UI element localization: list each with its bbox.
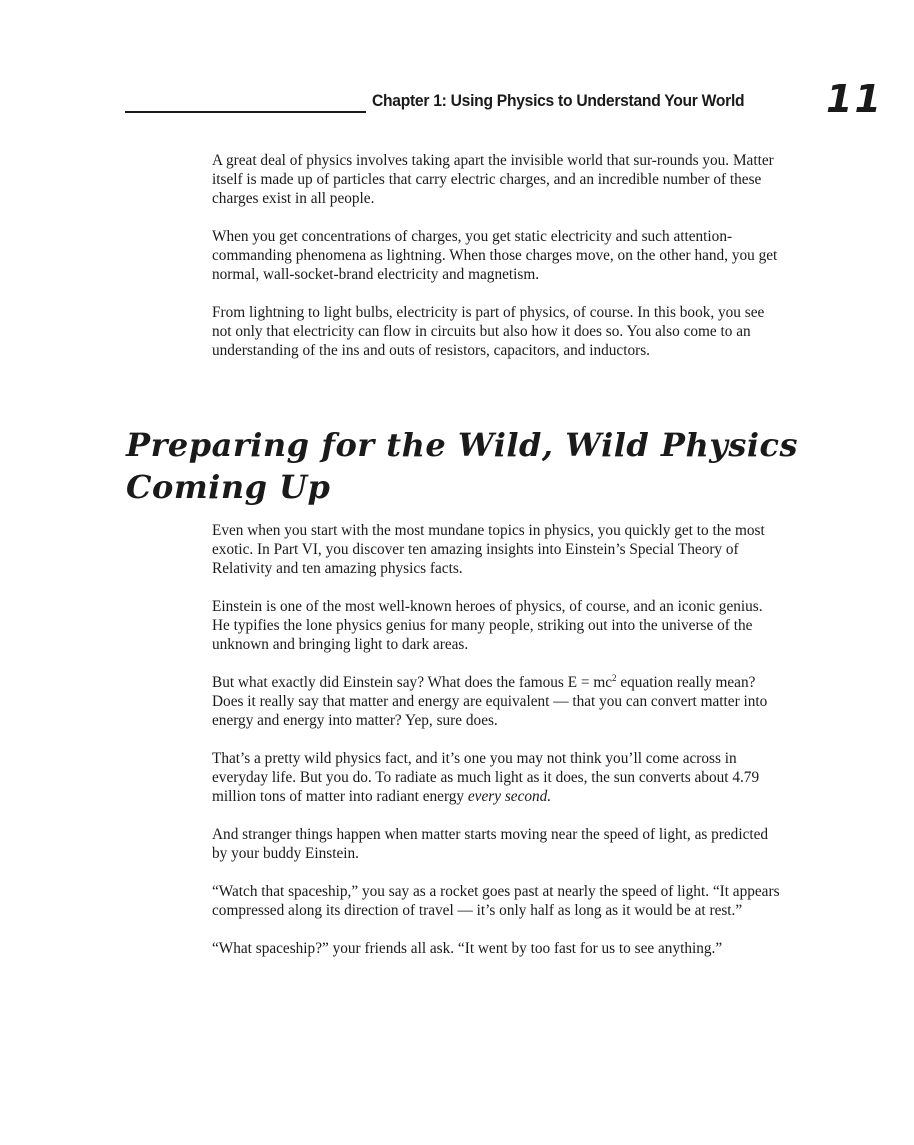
paragraph: “Watch that spaceship,” you say as a rocket goes past at nearly the speed of light. “It appears compressed along its direction of travel — it’s only half as long as it would be at rest.” — [212, 883, 780, 919]
paragraph: And stranger things happen when matter starts moving near the speed of light, as predicted by your buddy Einstein. — [212, 826, 769, 862]
intro-text-block — [212, 151, 782, 360]
paragraph: From lightning to light bulbs, electricity is part of physics, of course. In this book, you see not only that electricity can flow in circuits but also how it does so. You also come to an understanding of the ins and outs of resistors, capacitors, and inductors. — [212, 304, 765, 359]
header-rule — [125, 111, 366, 113]
text-run: equation really mean? Does it really say that matter and energy are equivalent — that you can convert matter into energy and energy into matter? Yep, sure does. — [212, 674, 768, 729]
superscript: 2 — [612, 673, 617, 683]
section-heading: Preparing for the Wild, Wild Physics Coming Up — [126, 426, 798, 506]
emphasis-text: every second. — [467, 788, 552, 805]
paragraph: Even when you start with the most mundane topics in physics, you quickly get to the most exotic. In Part VI, you discover ten amazing insights into Einstein’s Special Theory of Relativity and ten amazing physics facts. — [212, 522, 765, 577]
running-header-title: Chapter 1: Using Physics to Understand Your World — [372, 91, 745, 110]
paragraph — [212, 749, 782, 806]
paragraph: “What spaceship?” your friends all ask. “It went by too fast for us to see anything.” — [212, 940, 723, 957]
paragraph: Einstein is one of the most well-known heroes of physics, of course, and an iconic genius. He typifies the lone physics genius for many people, striking out into the universe of the unknown and bringing light to dark areas. — [212, 598, 763, 653]
text-run: But what exactly did Einstein say? What does the famous E = mc — [212, 674, 613, 691]
paragraph: A great deal of physics involves taking apart the invisible world that sur-rounds you. Matter itself is made up of particles that carry electric charges, and an incredible number of these charges exist in all people. — [212, 152, 774, 207]
text-run: That’s a pretty wild physics fact, and it’s one you may not think you’ll come across in everyday life. But you do. To radiate as much light as it does, the sun converts about 4.79 million tons of matter into radiant energy — [212, 750, 760, 805]
paragraph — [212, 673, 782, 730]
paragraph: When you get concentrations of charges, you get static electricity and such attention-commanding phenomena as lightning. When those charges move, on the other hand, you get normal, wall-socket-brand electricity and magnetism. — [212, 228, 778, 283]
page-number: 11 — [826, 77, 883, 121]
section-text-block — [212, 521, 782, 958]
